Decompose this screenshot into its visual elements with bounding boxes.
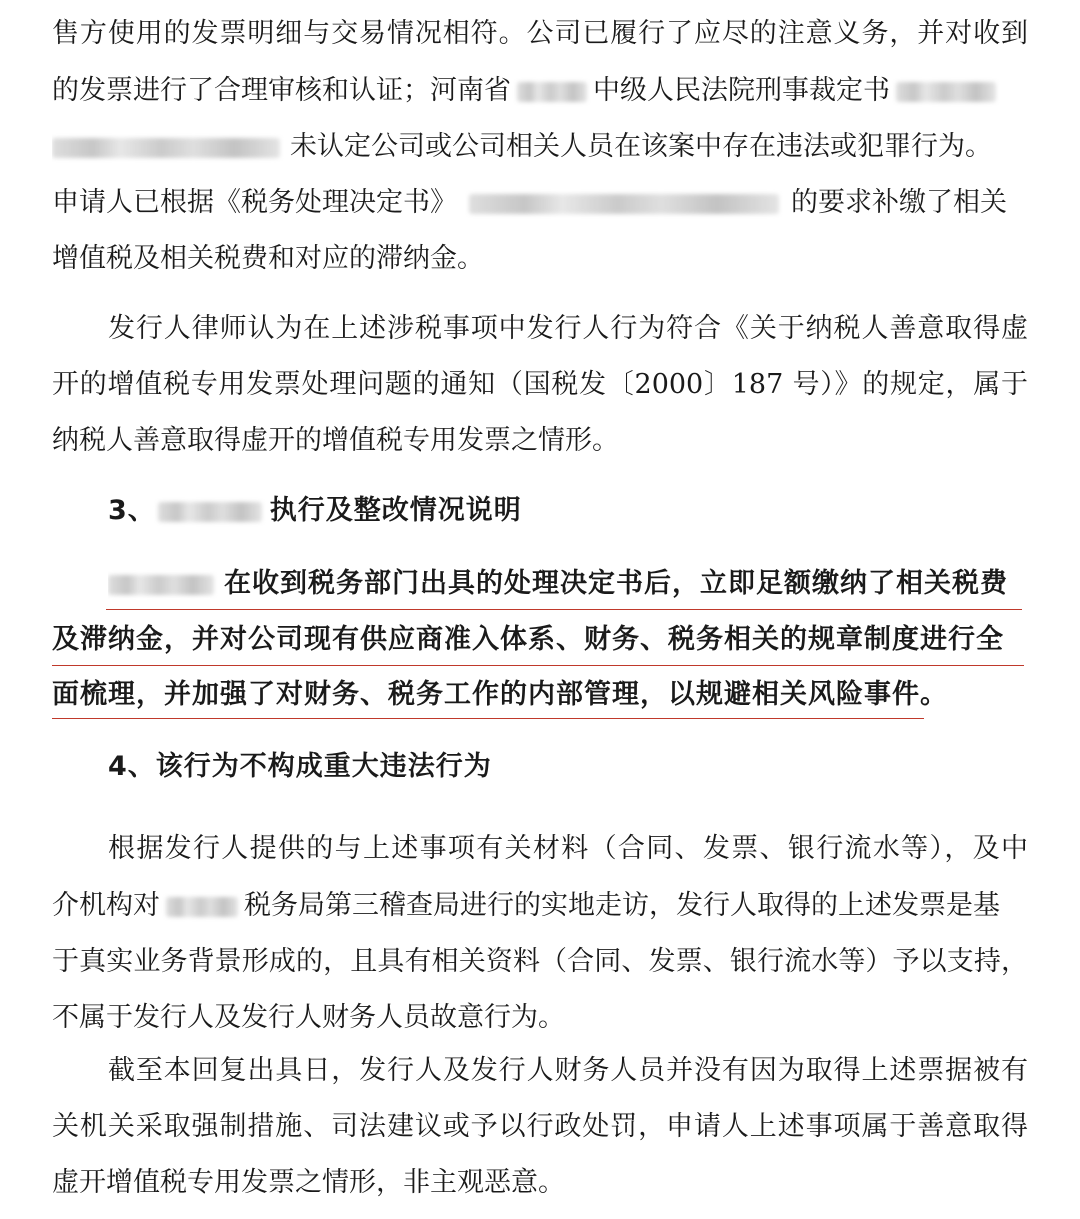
redacted-text [469, 194, 779, 214]
text: 关机关采取强制措施、司法建议或予以行政处罚，申请人上述事项属于善意取得 [52, 1111, 1028, 1142]
text: 根据发行人提供的与上述事项有关材料（合同、发票、银行流水等），及中 [108, 833, 1028, 864]
text: 纳税人善意取得虚开的增值税专用发票之情形。 [52, 425, 619, 456]
para2-line3 [52, 421, 1028, 461]
text: 开的增值税专用发票处理问题的通知（国税发〔2000〕187 号）》的规定，属于 [52, 369, 1028, 400]
para1-line3 [52, 127, 1028, 167]
para1-line1 [52, 14, 1028, 54]
text: 的发票进行了合理审核和认证；河南省 [52, 75, 511, 106]
para1-line4 [52, 183, 1028, 223]
text: 在收到税务部门出具的处理决定书后，立即足额缴纳了相关税费 [224, 568, 1008, 599]
text: 虚开增值税专用发票之情形，非主观恶意。 [52, 1167, 565, 1198]
underline-rule [52, 718, 924, 719]
underline-rule [52, 665, 1024, 666]
text: 介机构对 [52, 890, 160, 921]
text: 申请人已根据《税务处理决定书》 [52, 187, 457, 218]
text: 税务局第三稽查局进行的实地走访，发行人取得的上述发票是基 [244, 890, 1000, 921]
redacted-text [896, 82, 996, 102]
heading-number: 3、 [108, 495, 156, 526]
para3-line1 [108, 564, 1028, 604]
text: 于真实业务背景形成的，且具有相关资料（合同、发票、银行流水等）予以支持， [52, 946, 1028, 977]
para3-line3 [52, 675, 1028, 715]
text: 未认定公司或公司相关人员在该案中存在违法或犯罪行为。 [290, 131, 992, 162]
text: 的要求补缴了相关 [791, 187, 1007, 218]
text: 增值税及相关税费和对应的滞纳金。 [52, 243, 484, 274]
text: 中级人民法院刑事裁定书 [593, 75, 890, 106]
para4-line2 [52, 886, 1028, 926]
para4-line1 [108, 829, 1028, 869]
redacted-text [158, 502, 262, 522]
redacted-text [166, 897, 238, 917]
text: 售方使用的发票明细与交易情况相符。公司已履行了应尽的注意义务，并对收到 [52, 18, 1028, 49]
para4-line4 [52, 998, 1028, 1038]
text: 截至本回复出具日，发行人及发行人财务人员并没有因为取得上述票据被有 [108, 1055, 1028, 1086]
underline-rule [106, 609, 1022, 610]
para1-line2 [52, 71, 1028, 111]
para5-line2 [52, 1107, 1028, 1147]
text: 不属于发行人及发行人财务人员故意行为。 [52, 1002, 565, 1033]
para1-line5 [52, 239, 1028, 279]
para2-line2 [52, 365, 1028, 405]
redacted-text [52, 138, 280, 158]
heading-text: 4、该行为不构成重大违法行为 [108, 751, 492, 782]
section-heading-4 [108, 747, 1028, 787]
heading-text: 执行及整改情况说明 [269, 495, 522, 526]
text: 发行人律师认为在上述涉税事项中发行人行为符合《关于纳税人善意取得虚 [108, 313, 1028, 344]
para2-line1 [108, 309, 1028, 349]
redacted-text [517, 82, 587, 102]
para3-line2 [52, 620, 1028, 660]
text: 面梳理，并加强了对财务、税务工作的内部管理，以规避相关风险事件。 [52, 679, 948, 710]
section-heading-3 [108, 491, 1028, 531]
para4-line3 [52, 942, 1028, 982]
text: 及滞纳金，并对公司现有供应商准入体系、财务、税务相关的规章制度进行全 [52, 624, 1004, 655]
para5-line3 [52, 1163, 1028, 1203]
redacted-text [108, 575, 214, 595]
para5-line1 [108, 1051, 1028, 1091]
